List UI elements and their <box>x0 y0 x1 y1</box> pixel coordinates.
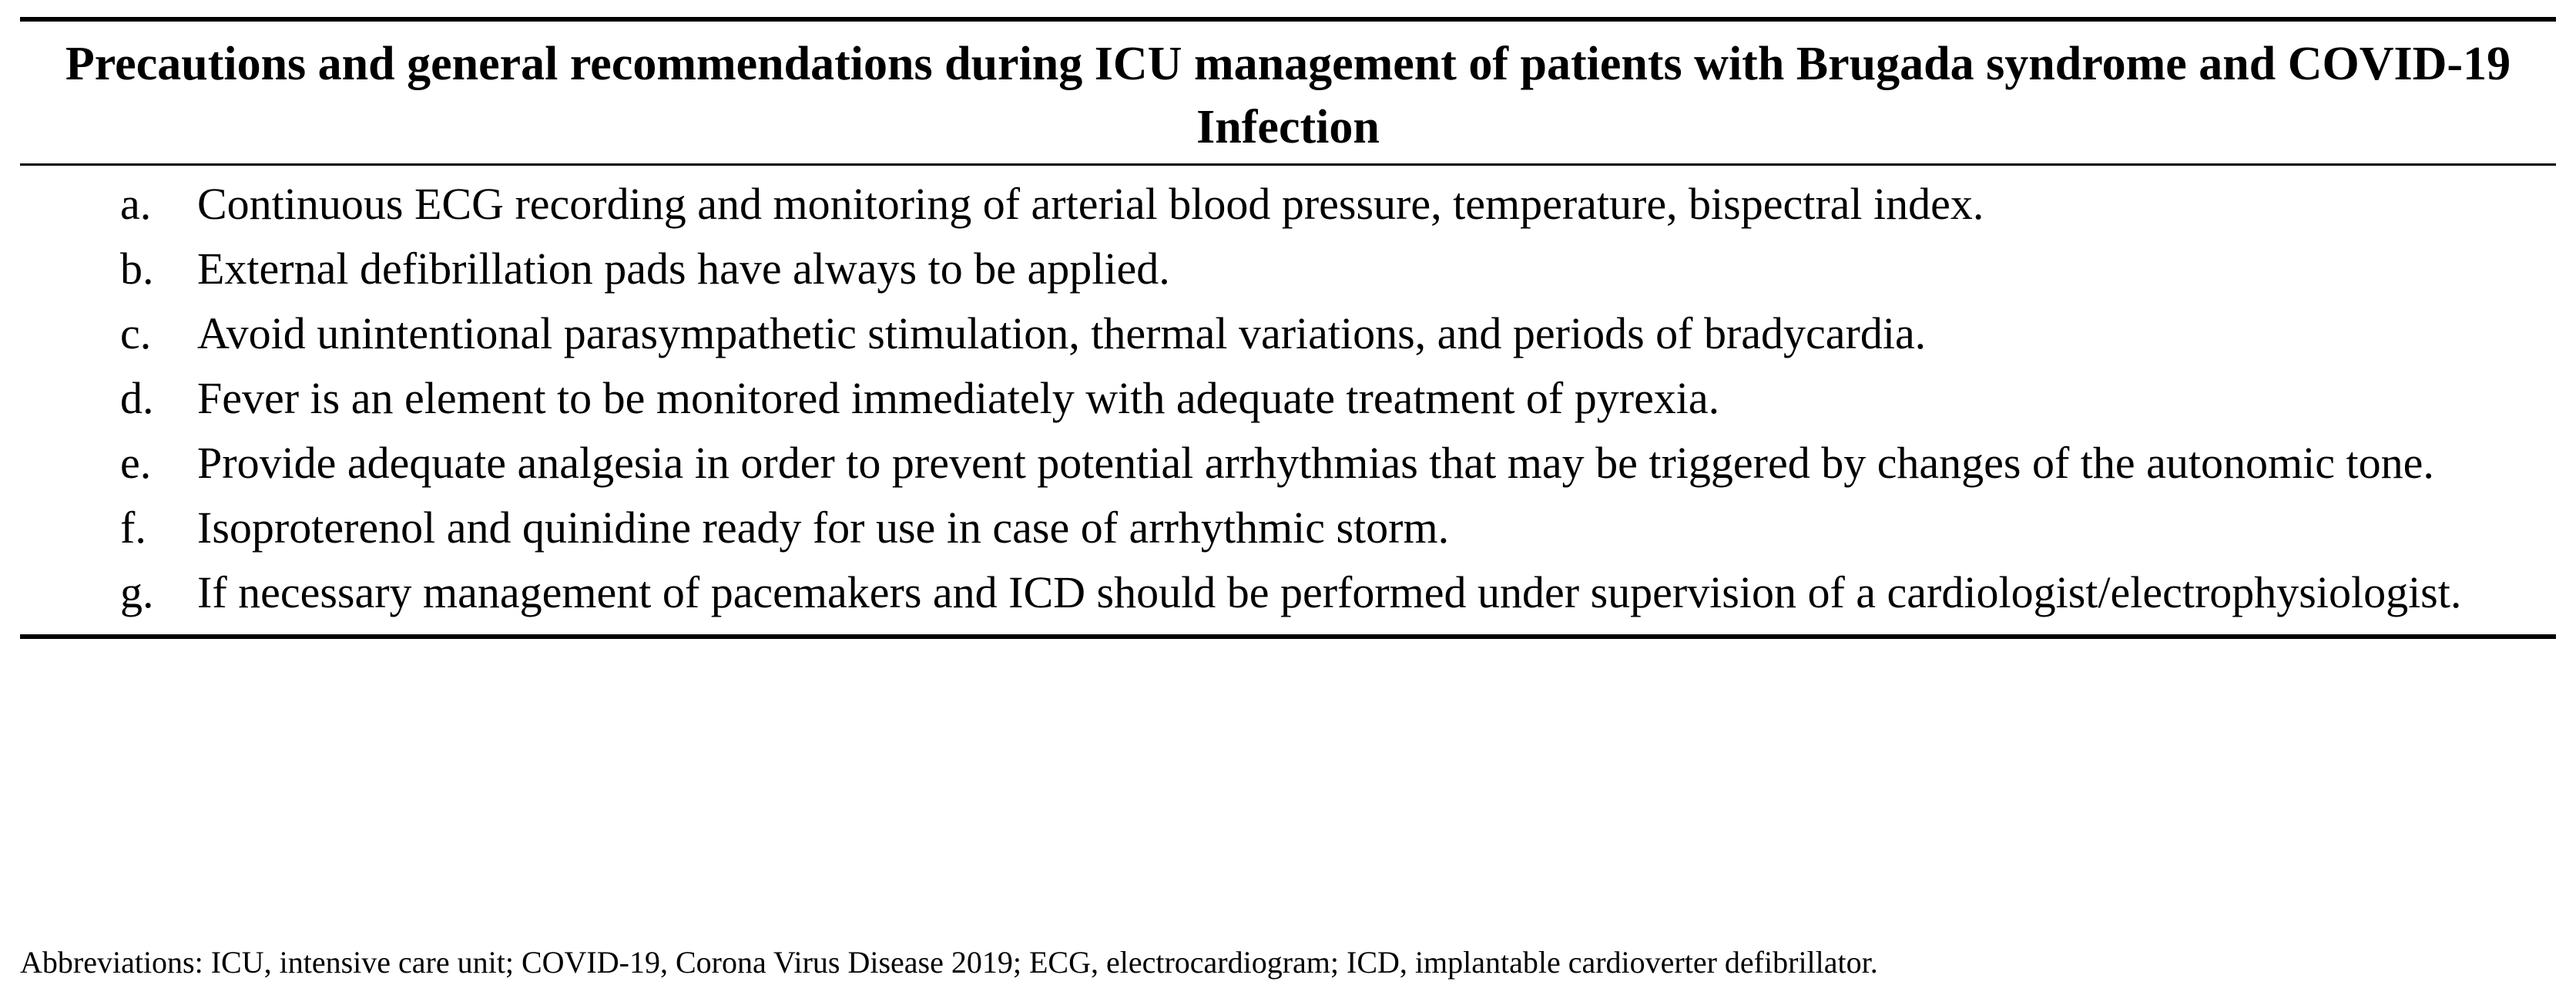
list-item-text: If necessary management of pacemakers and ICD should be performed under supervision of a cardiologist/electrophysiologist. <box>197 567 2462 617</box>
recommendations-table <box>20 17 2556 639</box>
list-item <box>20 560 2556 625</box>
list-item-letter: g. <box>120 567 154 617</box>
list-item-letter: e. <box>120 438 152 488</box>
list-item-letter: a. <box>120 179 152 229</box>
list-item-text: External defibrillation pads have always to be applied. <box>197 244 1170 294</box>
list-item-text: Provide adequate analgesia in order to prevent potential arrhythmias that may be triggered by changes of the autonomic tone. <box>197 438 2434 488</box>
list-item-text: Avoid unintentional parasympathetic stimulation, thermal variations, and periods of bradycardia. <box>197 308 1927 358</box>
list-item <box>20 496 2556 560</box>
list-item-text: Continuous ECG recording and monitoring of arterial blood pressure, temperature, bispectral index. <box>197 179 1984 229</box>
list-item-text: Fever is an element to be monitored immediately with adequate treatment of pyrexia. <box>197 373 1720 423</box>
list-item-letter: c. <box>120 308 152 358</box>
list-item <box>20 431 2556 496</box>
list-item-letter: b. <box>120 244 154 294</box>
table-title: Precautions and general recommendations during ICU management of patients with Brugada syndrome and COVID-19 Infection <box>65 38 2511 153</box>
list-item <box>20 366 2556 431</box>
list-item-letter: d. <box>120 373 154 423</box>
list-item <box>20 301 2556 366</box>
list-item <box>20 172 2556 237</box>
list-item <box>20 237 2556 301</box>
table-bottom-rule <box>20 634 2556 639</box>
recommendation-list <box>20 166 2556 634</box>
abbreviations-footnote: Abbreviations: ICU, intensive care unit; COVID-19, Corona Virus Disease 2019; ECG, electrocardiogram; ICD, implantable cardioverter defibrillator. <box>20 945 1878 980</box>
list-item-text: Isoproterenol and quinidine ready for use in case of arrhythmic storm. <box>197 503 1450 553</box>
list-item-letter: f. <box>120 503 146 553</box>
